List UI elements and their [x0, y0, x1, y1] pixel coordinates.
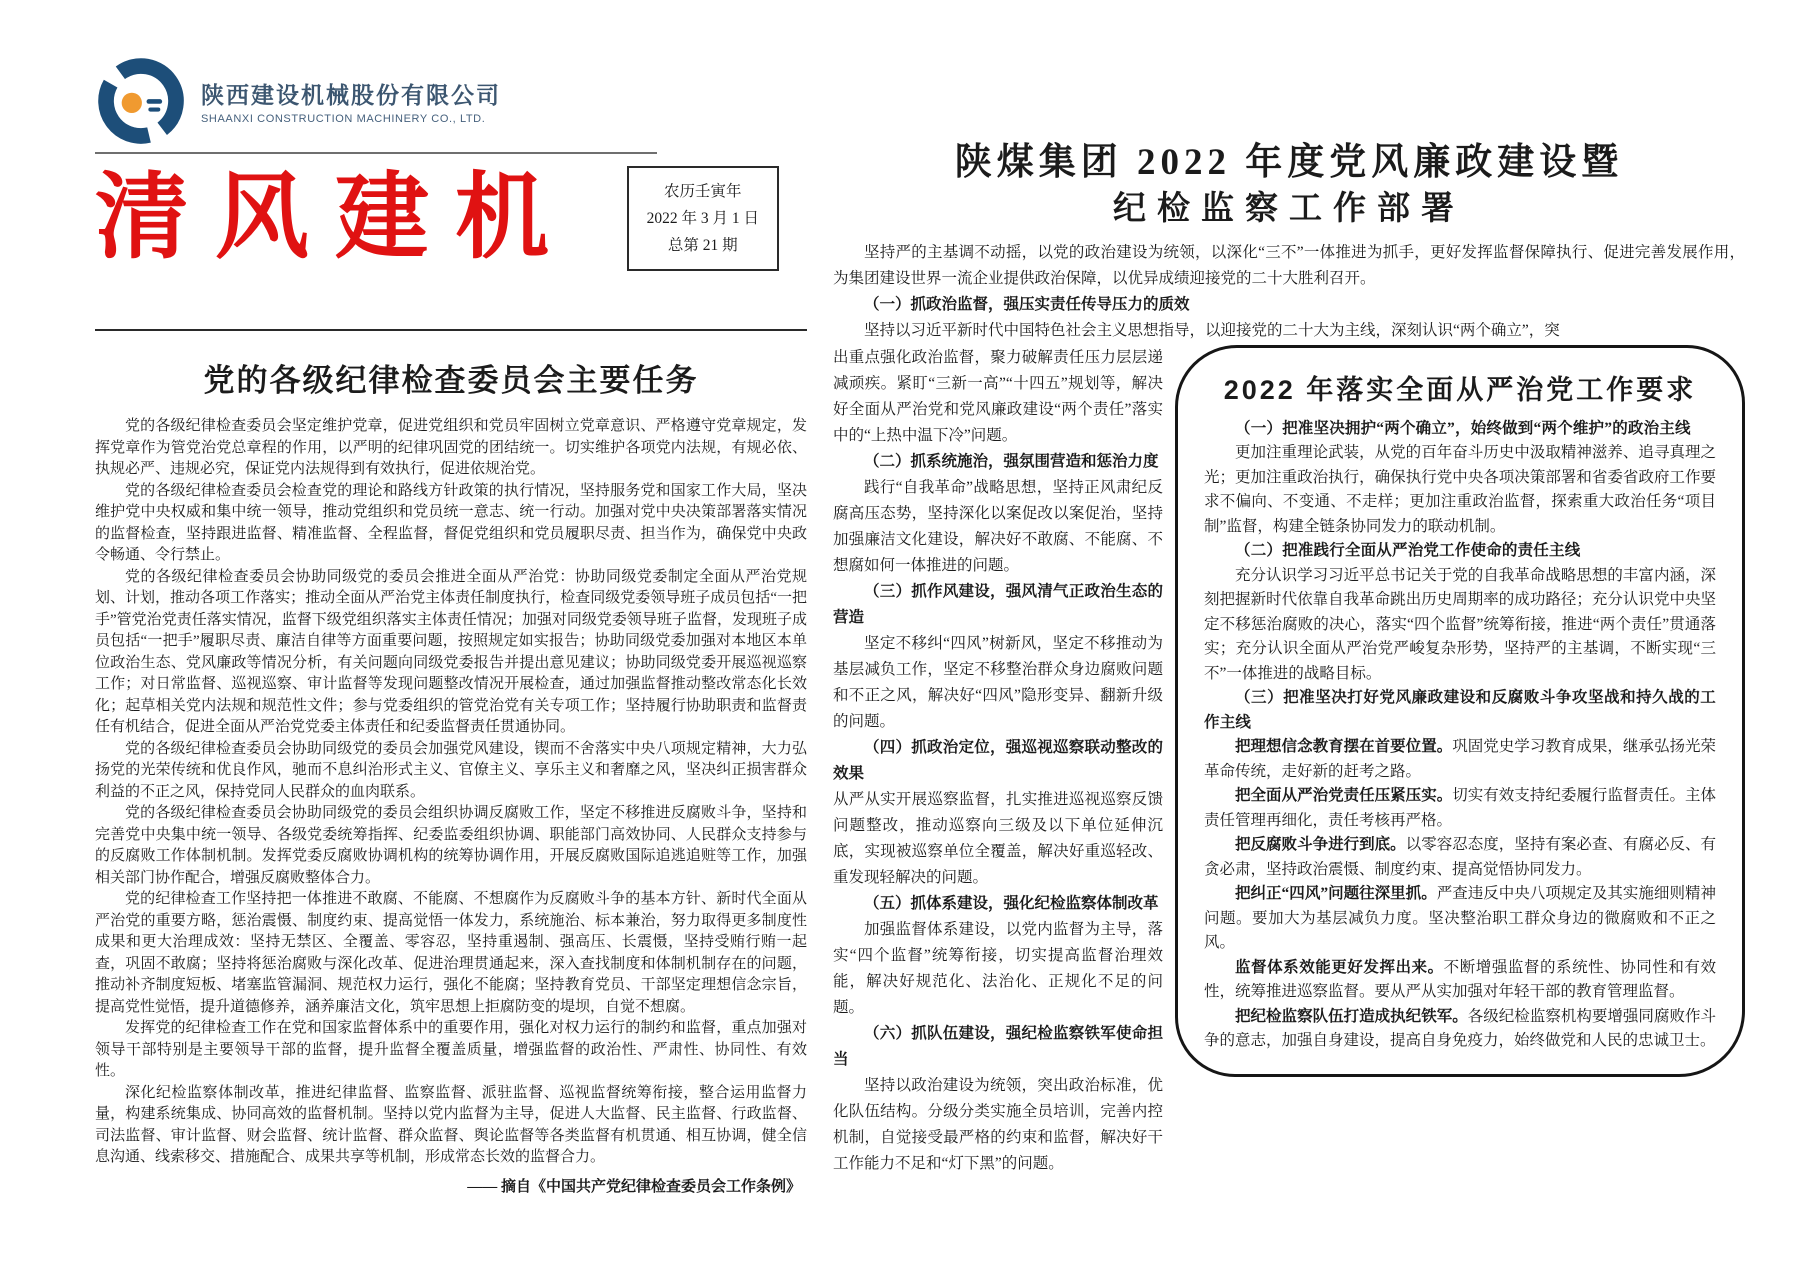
box-item: [1204, 784, 1716, 833]
issue-date: 2022 年 3 月 1 日: [646, 210, 759, 227]
masthead-logo-row: [95, 55, 807, 147]
section-4-heading: （四）抓政治定位，强巡视巡察联动整改的效果: [833, 738, 1163, 782]
box-item-text: 严查违反中央八项规定及其实施细则精神问题。要加大为基层减负力度。坚决整治职工群众身边的微腐败和不正之风。: [1204, 885, 1716, 952]
section-6-heading: （六）抓队伍建设，强纪检监察铁军使命担当: [833, 1024, 1163, 1068]
box-item-text: 切实有效支持纪委履行监督责任。主体责任管理再细化，责任考核再严格。: [1204, 787, 1716, 829]
left-paragraph: 党的各级纪律检查委员会协助同级党的委员会推进全面从严治党：协助同级党委制定全面从严治党规划、计划，推动各项工作落实；推动全面从严治党主体责任制度执行，检查同级党委领导班子成员包括“一把手”管党治党责任落实情况，监督下级党组织落实主体责任情况；加强对同级党委领导班子监督，发现班子成员包括“一把手”履职尽责、廉洁自律等方面重要问题，按照规定如实报告；协助同级党委加强对本地区本单位政治生态、党风廉政等情况分析，有关问题向同级党委报告并提出意见建议；协助同级党委开展巡视巡察工作；对日常监督、巡视巡察、审计监督等发现问题整改情况开展检查，通过加强监督推动整改常态化长效化；起草相关党内法规和规范性文件；参与党委组织的管党治党有关专项工作；坚持履行协助职责和监督责任有机结合，促进全面从严治党党委主体责任和纪委监督责任贯通协同。: [95, 568, 807, 735]
section-3-heading: （三）抓作风建设，强风清气正政治生态的营造: [833, 582, 1163, 626]
right-article-title-line1: 陕煤集团 2022 年度党风廉政建设暨: [954, 142, 1624, 183]
company-name-en: SHAANXI CONSTRUCTION MACHINERY CO., LTD.: [201, 113, 486, 125]
box-item-text: 巩固党史学习教育成果，继承弘扬光荣革命传统，走好新的赶考之路。: [1204, 738, 1716, 780]
highlight-box-title: 2022 年落实全面从严治党工作要求: [1223, 374, 1697, 405]
right-intro: 坚持严的主基调不动摇，以党的政治建设为统领，以深化“三不”一体推进为抓手，更好发挥监督保障执行、促进完善发展作用，为集团建设世界一流企业提供政治保障，以优异成绩迎接党的二十大胜利召开。: [833, 243, 1745, 287]
source-attribution: —— 摘自《中国共产党纪律检查委员会工作条例》: [467, 1178, 801, 1195]
box-item-lead: 把全面从严治党责任压紧压实。: [1235, 787, 1453, 805]
right-page: [833, 140, 1745, 1177]
box-item: [1204, 882, 1716, 956]
box-section-2-heading: （二）把准践行全面从严治党工作使命的责任主线: [1235, 542, 1581, 560]
section-1-body-lead: 坚持以习近平新时代中国特色社会主义思想指导，以迎接党的二十大为主线，深刻认识“两个确立”，突: [864, 321, 1560, 339]
company-name-cn: 陕西建设机械股份有限公司: [201, 82, 501, 108]
left-paragraph: 党的各级纪律检查委员会协助同级党的委员会组织协调反腐败工作，坚定不移推进反腐败斗争，坚持和完善党中央集中统一领导、各级党委统筹指挥、纪委监委组织协调、职能部门高效协同、人民群众支持参与的反腐败工作体制机制。发挥党委反腐败协调机构的统筹协调作用，开展反腐败国际追逃追赃等工作，加强相关部门协作配合，增强反腐败整体合力。: [95, 805, 807, 886]
box-item-lead: 把理想信念教育摆在首要位置。: [1235, 738, 1453, 756]
section-2-heading: （二）抓系统施治，强氛围营造和惩治力度: [864, 452, 1159, 470]
box-item: [1204, 1005, 1716, 1054]
section-1-heading: （一）抓政治监督，强压实责任传导压力的质效: [864, 295, 1190, 313]
article-divider: [95, 329, 807, 331]
box-item: [1204, 735, 1716, 784]
issue-number: 总第 21 期: [667, 237, 738, 254]
company-logo-icon: [95, 55, 187, 147]
right-columns: [833, 345, 1745, 1177]
box-section-1-heading: （一）把准坚决拥护“两个确立”，始终做到“两个维护”的政治主线: [1235, 419, 1691, 437]
left-paragraph: 党的各级纪律检查委员会协助同级党的委员会加强党风建设，锲而不舍落实中央八项规定精神，大力弘扬党的光荣传统和优良作风，驰而不息纠治形式主义、官僚主义、享乐主义和奢靡之风，坚决纠正损害群众利益的不正之风，保持党同人民群众的血肉联系。: [95, 740, 807, 800]
box-section-3-heading: （三）把准坚决打好党风廉政建设和反腐败斗争攻坚战和持久战的工作主线: [1204, 689, 1716, 731]
left-paragraph: 深化纪检监察体制改革，推进纪律监督、监察监督、派驻监督、巡视监督统筹衔接，整合运用监督力量，构建系统集成、协同高效的监督机制。坚持以党内监督为主导，促进人大监督、民主监督、行政监督、司法监督、审计监督、财会监督、统计监督、群众监督、舆论监督等各类监督有机贯通、相互协调，健全信息沟通、线索移交、措施配合、成果共享等机制，形成常态长效的监督合力。: [95, 1084, 807, 1165]
logo-divider: [95, 152, 657, 154]
section-4-body: 从严从实开展巡察监督，扎实推进巡视巡察反馈问题整改，推动巡察向三级及以下单位延伸沉底，实现被巡察单位全覆盖，解决好重巡轻改、重发现轻解决的问题。: [833, 790, 1163, 886]
issue-info-box: [627, 166, 779, 271]
left-article-title: 党的各级纪律检查委员会主要任务: [203, 363, 699, 398]
section-1-body-rest: 出重点强化政治监督，聚力破解责任压力层层递减顽疾。紧盯“三新一高”“十四五”规划等，解决好全面从严治党和党风廉政建设“两个责任”落实中的“上热中温下冷”问题。: [833, 348, 1163, 444]
masthead-row: [95, 166, 807, 271]
newsletter-title: 清风建机: [95, 166, 576, 271]
box-section-1-body: 更加注重理论武装，从党的百年奋斗历史中汲取精神滋养、追寻真理之光；更加注重政治执行，确保执行党中央各项决策部署和省委省政府工作要求不偏向、不变通、不走样；更加注重政治监督，探索重大政治任务“项目制”监督，构建全链条协同发力的联动机制。: [1204, 444, 1716, 535]
section-5-body: 加强监督体系建设，以党内监督为主导，落实“四个监督”统筹衔接，切实提高监督治理效能，解决好规范化、法治化、正规化不足的问题。: [833, 920, 1163, 1016]
box-item-lead: 把反腐败斗争进行到底。: [1235, 836, 1406, 854]
box-item: [1204, 833, 1716, 882]
left-paragraph: 党的各级纪律检查委员会坚定维护党章，促进党组织和党员牢固树立党章意识、严格遵守党章规定，发挥党章作为管党治党总章程的作用，以严明的纪律巩固党的团结统一。切实维护各项党内法规，有规必依、执规必严、违规必究，保证党内法规得到有效执行，促进依规治党。: [95, 418, 807, 477]
company-name-block: [201, 77, 501, 125]
box-item: [1204, 956, 1716, 1005]
highlight-box: [1175, 345, 1745, 1077]
box-item-text: 以零容忍态度，坚持有案必查、有腐必反、有贪必肃，坚持政治震慑、制度约束、提高觉悟协同发力。: [1204, 836, 1716, 878]
section-3-body: 坚定不移纠“四风”树新风，坚定不移推动为基层减负工作，坚定不移整治群众身边腐败问题和不正之风，解决好“四风”隐形变异、翻新升级的问题。: [833, 634, 1163, 730]
box-section-2-body: 充分认识学习习近平总书记关于党的自我革命战略思想的丰富内涵，深刻把握新时代依靠自我革命跳出历史周期率的成功路径；充分认识党中央坚定不移惩治腐败的决心，落实“四个监督”统筹衔接，推进“两个责任”贯通落实；充分认识全面从严治党严峻复杂形势，坚持严的主基调，不断实现“三不”一体推进的战略目标。: [1204, 566, 1716, 682]
box-item-lead: 把纪检监察队伍打造成执纪铁军。: [1235, 1007, 1468, 1025]
box-item-text: 各级纪检监察机构要增强同腐败作斗争的意志，加强自身建设，提高自身免疫力，始终做党和人民的忠诚卫士。: [1204, 1007, 1716, 1050]
left-article-body: [95, 416, 807, 1169]
box-item-lead: 监督体系效能更好发挥出来。: [1235, 958, 1444, 976]
box-item-lead: 把纠正“四风”问题往深里抓。: [1235, 885, 1437, 903]
issue-lunar-year: 农历壬寅年: [664, 183, 742, 200]
section-2-body: 践行“自我革命”战略思想，坚持正风肃纪反腐高压态势，坚持深化以案促改以案促治，坚持加强廉洁文化建设，解决好不敢腐、不能腐、不想腐如何一体推进的问题。: [833, 478, 1163, 574]
right-article-title-line2: 纪检监察工作部署: [1113, 191, 1465, 228]
section-6-body: 坚持以政治建设为统领，突出政治标准，优化队伍结构。分级分类实施全员培训，完善内控机制，自觉接受最严格的约束和监督，解决好干工作能力不足和“灯下黑”的问题。: [833, 1076, 1163, 1172]
left-paragraph: 党的各级纪律检查委员会检查党的理论和路线方针政策的执行情况，坚持服务党和国家工作大局，坚决维护党中央权威和集中统一领导，推动党组织和党员统一意志、统一行动。加强对党中央决策部署落实情况的监督检查，坚持跟进监督、精准监督、全程监督，督促党组织和党员履职尽责、担当作为，确保党中央政令畅通、令行禁止。: [95, 482, 807, 563]
section-5-heading: （五）抓体系建设，强化纪检监察体制改革: [864, 894, 1159, 912]
right-text-column: [833, 345, 1163, 1177]
left-paragraph: 党的纪律检查工作坚持把一体推进不敢腐、不能腐、不想腐作为反腐败斗争的基本方针、新时代全面从严治党的重要方略，惩治震慑、制度约束、提高觉悟一体发力，系统施治、标本兼治，努力取得更多制度性成果和更大治理成效：坚持无禁区、全覆盖、零容忍，坚持重遏制、强高压、长震慑，坚持受贿行贿一起查，巩固不敢腐；坚持将惩治腐败与深化改革、促进治理贯通起来，深入查找制度和体制机制存在的问题，推动补齐制度短板、堵塞监管漏洞、规范权力运行，强化不能腐；坚持教育党员、干部坚定理想信念宗旨，提高党性觉悟，提升道德修养，涵养廉洁文化，筑牢思想上拒腐防变的堤坝，自觉不想腐。: [95, 891, 807, 1015]
box-item-text: 不断增强监督的系统性、协同性和有效性，统筹推进巡察监督。要从严从实加强对年轻干部的教育管理监督。: [1204, 958, 1716, 1001]
left-paragraph: 发挥党的纪律检查工作在党和国家监督体系中的重要作用，强化对权力运行的制约和监督，重点加强对领导干部特别是主要领导干部的监督，提升监督全覆盖质量，增强监督的政治性、严肃性、协同性、有效性。: [95, 1020, 807, 1079]
left-page: [95, 55, 807, 1196]
